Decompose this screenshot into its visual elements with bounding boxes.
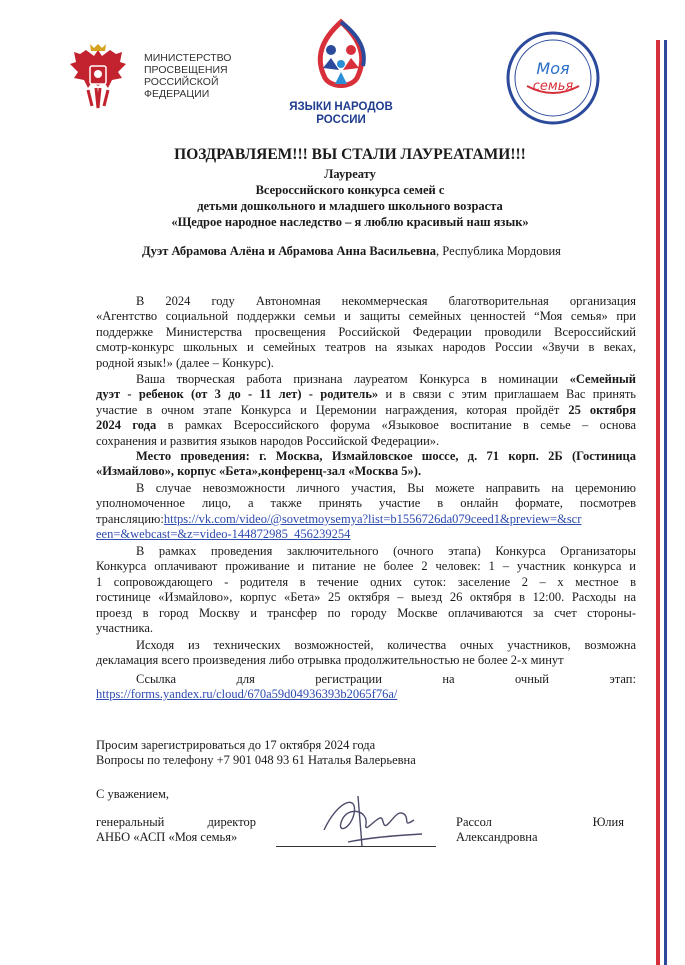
my-family-logo <box>505 30 601 126</box>
recipient-region: , Республика Мордовия <box>436 244 561 258</box>
ministry-name: МИНИСТЕРСТВО ПРОСВЕЩЕНИЯ РОССИЙСКОЙ ФЕДЕРАЦИИ <box>144 52 232 100</box>
laureate-label: Лауреату <box>324 167 376 181</box>
signatory-name: Рассол Юлия Александровна <box>456 815 624 845</box>
paragraph-intro: В 2024 году Автономная некоммерческая благотворительная организация «Агентство социальной поддержки семьи и защиты семейных ценностей “Моя семья» при поддержке Министерства просвещения Российской Федерации проводили Всероссийский смотр-конкурс школьных и семейных театров на языках народов России «Звучи в веках, родной язык!» (далее – Конкурс). <box>96 294 636 370</box>
contact-phone: Вопросы по телефону +7 901 048 93 61 Наталья Валерьевна <box>96 753 416 768</box>
flame-family-icon <box>301 18 381 96</box>
languages-logo-text: ЯЗЫКИ НАРОДОВ РОССИИ <box>289 101 393 126</box>
recipient-line <box>142 244 642 259</box>
broadcast-link[interactable]: https://vk.com/video/@sovetmoysemya?list=b1556726da079ceed1&preview=&scr <box>163 511 582 526</box>
regards: С уважением, <box>96 787 169 801</box>
paragraph-accommodation: В рамках проведения заключительного (очного этапа) Конкурса Организаторы Конкурса оплачивают проживание и питание не более 2 человек: 1 – участник конкурса и 1 сопровождающего - родителя в течение одних суток: заселение 2 – х местное в гостинице «Измайлово», корпус «Бета» 25 октября – выезд 26 октября в 12:00. Расходы на проезд в город Москву и трансфер по городу Москве оплачиваются за счет стороны- участника. <box>96 544 636 636</box>
registration-link[interactable]: https://forms.yandex.ru/cloud/670a59d04936393b2065f76a/ <box>96 687 398 702</box>
broadcast-link-continued[interactable]: een=&webcast=&z=video-144872985_456239254 <box>96 527 351 542</box>
double-headed-eagle-icon <box>66 42 130 110</box>
family-logo-word2: семья <box>532 79 574 94</box>
handwritten-signature <box>318 790 428 852</box>
signatory-position: генеральный директор АНБО «АСП «Моя семья» <box>96 815 256 845</box>
signature-line <box>276 846 436 847</box>
paragraph-declamation: Исходя из технических возможностей, количества очных участников, возможна декламация всего произведения либо отрывка продолжительностью не более 2-х минут <box>96 638 636 668</box>
paragraph-online: В случае невозможности личного участия, Вы можете направить на церемонию уполномоченное лицо, а также принять участие в онлайн формате, посмотрев трансляцию:https://vk.com/video/@sovetmoysemya?list=b1556726da079ceed1&preview=&scr een=&webcast=&z=video-144872985_456239254 <box>96 481 636 542</box>
contest-name-line2: детьми дошкольного и младшего школьного возраста <box>197 199 503 213</box>
ministry-logo <box>66 42 231 110</box>
congratulation-title: ПОЗДРАВЛЯЕМ!!! ВЫ СТАЛИ ЛАУРЕАТАМИ!!! <box>174 146 526 163</box>
paragraph-nomination: Ваша творческая работа признана лауреатом Конкурса в номинации «Семейный дуэт - ребенок (от 3 до - 11 лет) - родитель» и в связи с этим приглашаем Вас принять участие в очном этапе Конкурса и Церемонии награждения, которая пройдёт 25 октября 2024 года в рамках Всероссийского форума «Языковое воспитание в семье – основа сохранения и развития языков народов Российской Федерации». <box>96 372 637 448</box>
family-logo-word1: Моя <box>536 59 570 78</box>
contest-name-line1: Всероссийского конкурса семей с <box>255 183 445 197</box>
decorative-blue-stripe <box>664 40 667 965</box>
recipient-names: Дуэт Абрамова Алёна и Абрамова Анна Васильевна <box>142 244 437 258</box>
languages-of-russia-logo <box>282 18 400 130</box>
contest-motto: «Щедрое народное наследство – я люблю красивый наш язык» <box>171 215 529 229</box>
paragraph-registration: Ссылка для регистрации на очный этап: https://forms.yandex.ru/cloud/670a59d04936393b2065f76a/ <box>96 672 636 702</box>
deadline-line: Просим зарегистрироваться до 17 октября 2024 года Вопросы по телефону +7 901 048 93 61 Наталья Валерьевна <box>96 738 636 769</box>
paragraph-venue: Место проведения: г. Москва, Измайловское шоссе, д. 71 корп. 2Б (Гостиница «Измайлово», корпус «Бета»,конференц-зал «Москва 5»). <box>96 449 636 479</box>
